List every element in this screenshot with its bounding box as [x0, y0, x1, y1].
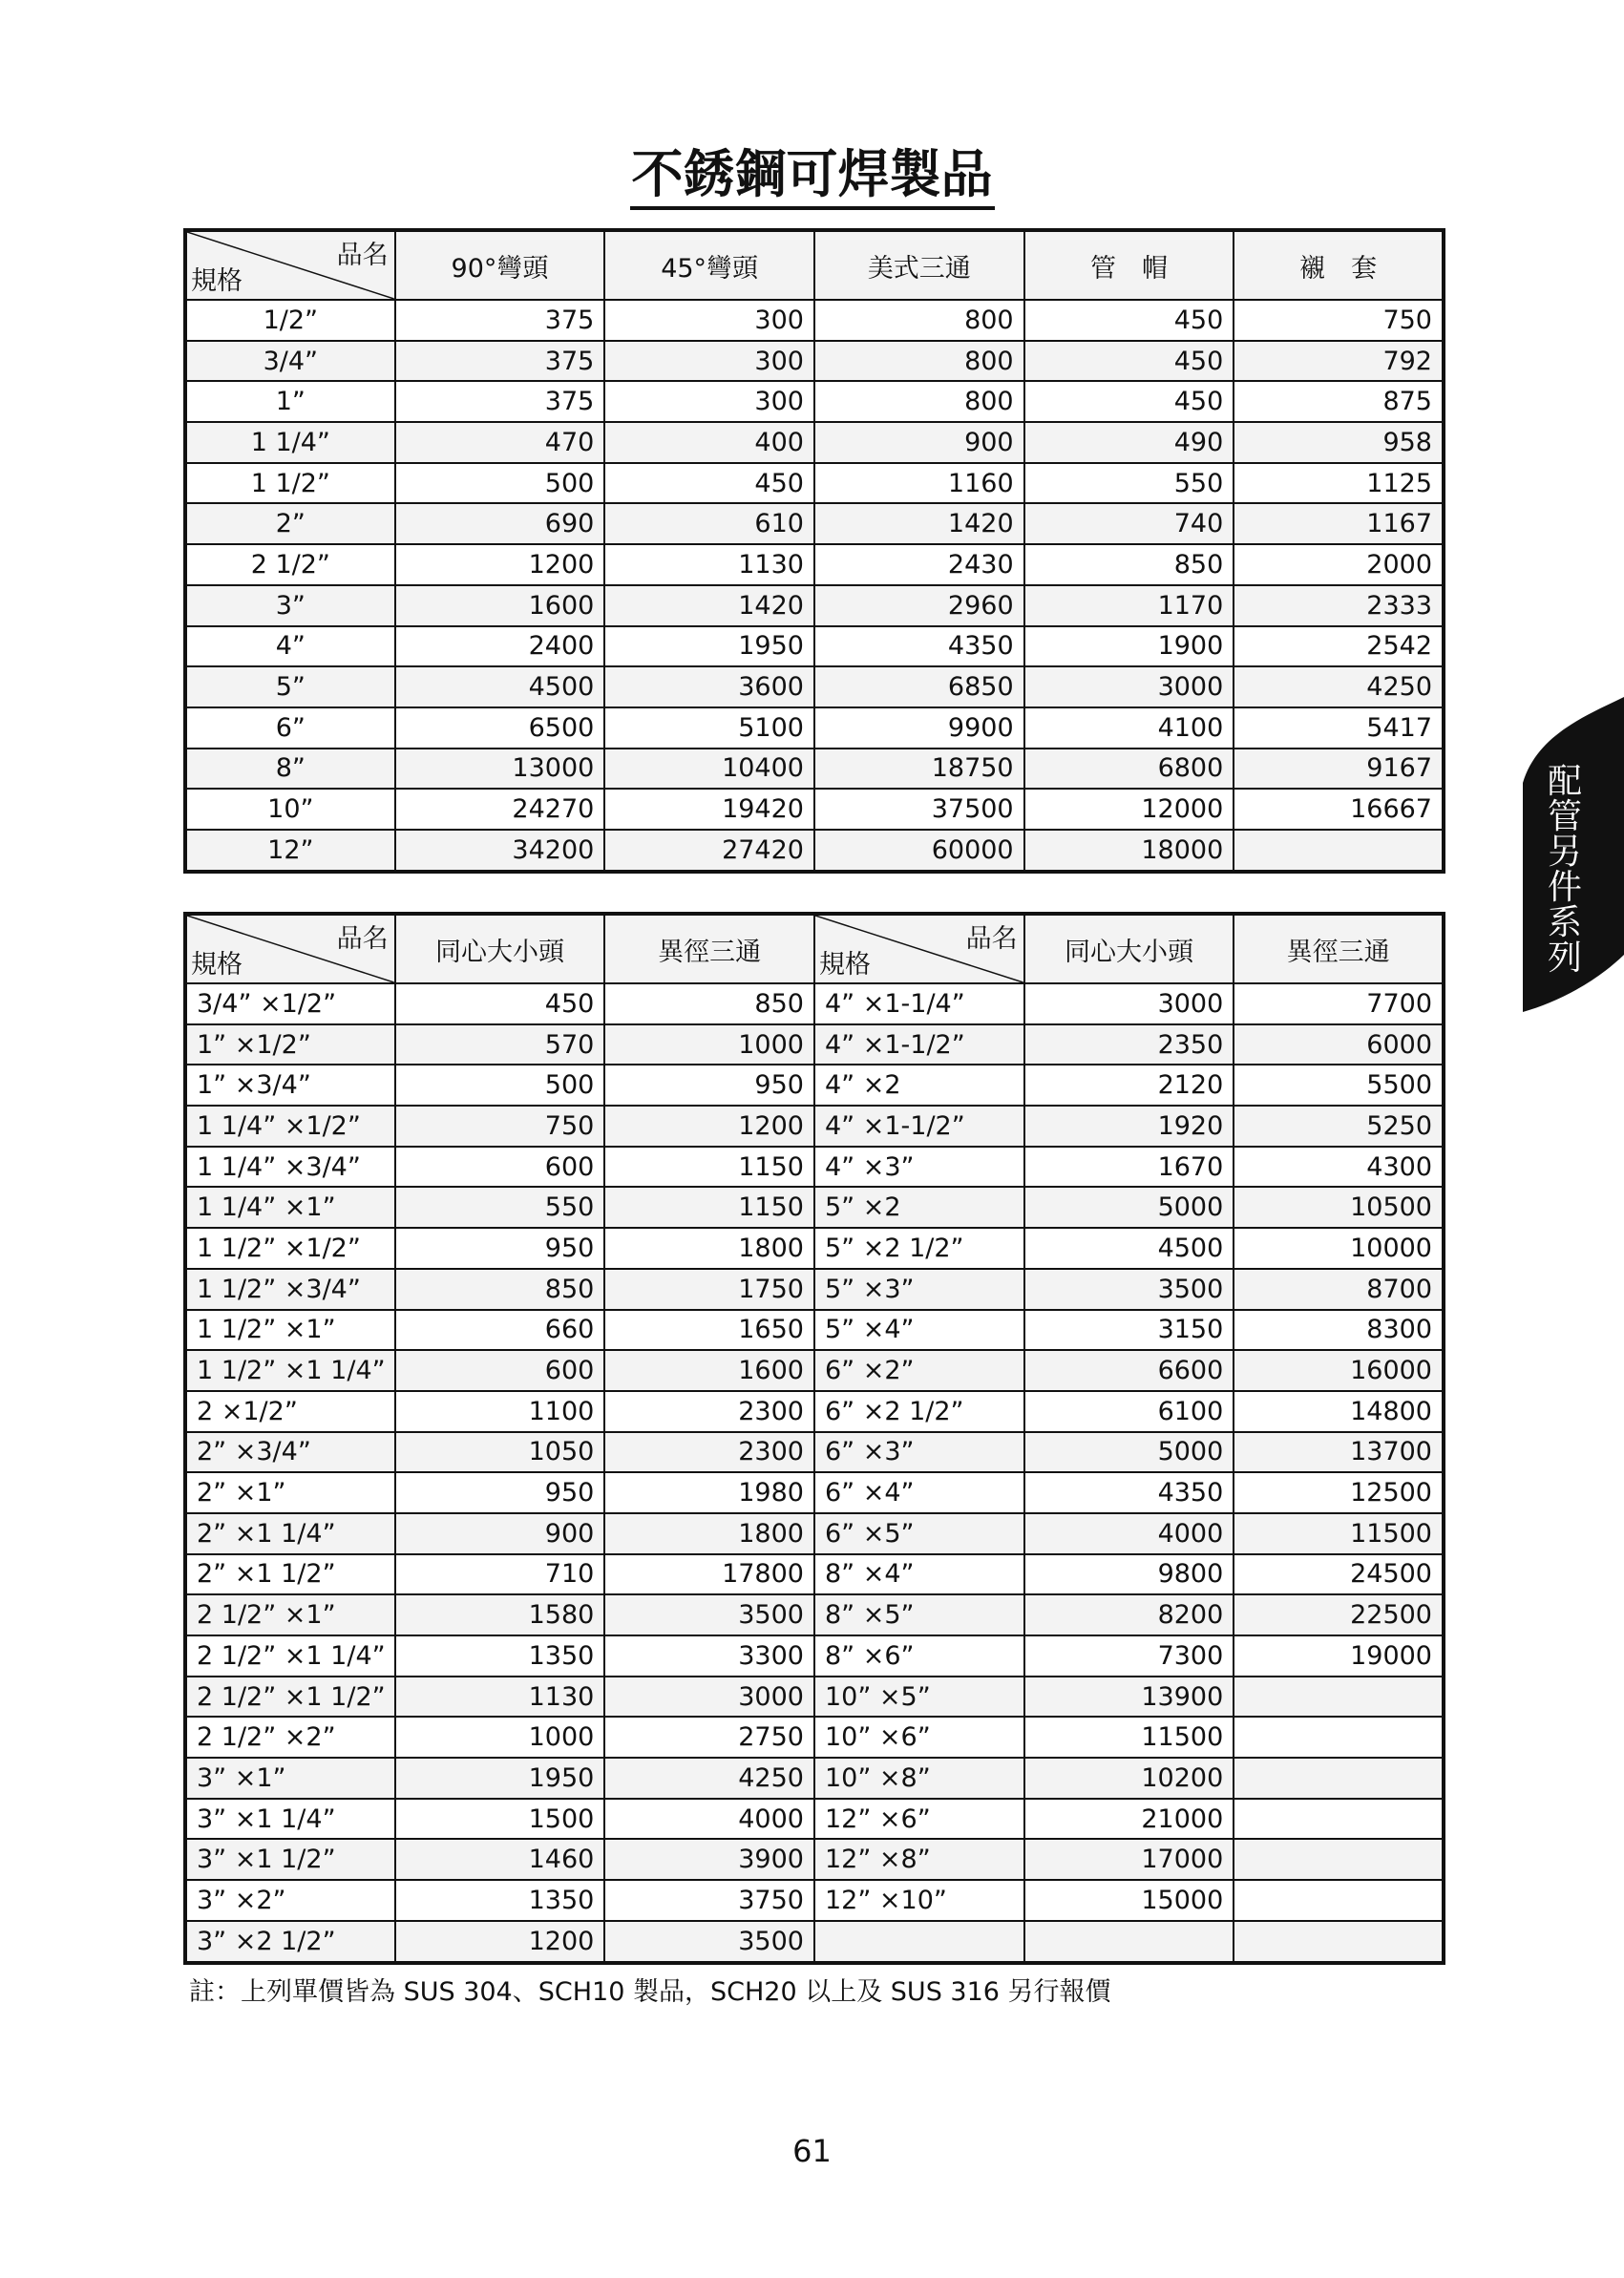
table-row [185, 1921, 1444, 1963]
price-cell: 10500 [1234, 1187, 1444, 1228]
corner-cell [185, 230, 395, 300]
price-cell: 750 [395, 1106, 605, 1147]
spec-cell: 6” ×2” [814, 1350, 1024, 1391]
price-cell: 610 [604, 503, 814, 544]
table-row [185, 1350, 1444, 1391]
price-cell: 18750 [814, 749, 1024, 790]
price-cell: 1980 [604, 1472, 814, 1513]
price-cell: 1160 [814, 463, 1024, 504]
table-row [185, 1187, 1444, 1228]
price-cell: 1150 [604, 1147, 814, 1188]
table-row [185, 1106, 1444, 1147]
price-cell: 1350 [395, 1880, 605, 1921]
price-cell: 6100 [1024, 1391, 1234, 1432]
header-45-elbow: 45°彎頭 [604, 230, 814, 300]
price-cell: 1460 [395, 1839, 605, 1880]
spec-cell: 12” ×10” [814, 1880, 1024, 1921]
price-cell: 400 [604, 422, 814, 463]
price-cell: 850 [395, 1269, 605, 1310]
price-cell: 950 [395, 1472, 605, 1513]
spec-cell: 5” ×2 1/2” [814, 1228, 1024, 1269]
price-cell: 1950 [395, 1758, 605, 1799]
corner-label-spec: 規格 [191, 950, 243, 980]
corner-label-product: 品名 [336, 924, 389, 954]
spec-cell: 4” ×1-1/2” [814, 1024, 1024, 1065]
price-cell: 3000 [1024, 983, 1234, 1024]
price-cell: 450 [1024, 341, 1234, 382]
spec-cell: 12” ×6” [814, 1799, 1024, 1840]
table-header-row [185, 914, 1444, 983]
price-cell: 1600 [395, 585, 605, 626]
price-cell: 4000 [604, 1799, 814, 1840]
price-cell: 16000 [1234, 1350, 1444, 1391]
table-row [185, 1717, 1444, 1758]
price-cell: 1900 [1024, 626, 1234, 667]
spec-cell: 4” [185, 626, 395, 667]
price-cell: 37500 [814, 789, 1024, 830]
price-cell: 900 [814, 422, 1024, 463]
price-cell: 8200 [1024, 1594, 1234, 1635]
price-cell: 690 [395, 503, 605, 544]
price-cell: 3900 [604, 1839, 814, 1880]
price-cell: 1100 [395, 1391, 605, 1432]
table-row [185, 1269, 1444, 1310]
price-cell: 1130 [604, 544, 814, 585]
spec-cell: 1” [185, 381, 395, 422]
page-title: 不銹鋼可焊製品 [0, 134, 1624, 207]
price-cell: 8700 [1234, 1269, 1444, 1310]
spec-cell: 1” ×3/4” [185, 1065, 395, 1106]
price-cell: 2300 [604, 1432, 814, 1473]
price-cell: 19000 [1234, 1635, 1444, 1677]
corner-cell [185, 914, 395, 983]
price-cell [1234, 1717, 1444, 1758]
spec-cell: 6” ×2 1/2” [814, 1391, 1024, 1432]
spec-cell: 2 1/2” ×1 1/4” [185, 1635, 395, 1677]
price-cell [1234, 1880, 1444, 1921]
spec-cell: 4” ×1-1/4” [814, 983, 1024, 1024]
table-row [185, 1228, 1444, 1269]
spec-cell: 1 1/2” ×1 1/4” [185, 1350, 395, 1391]
table-row [185, 626, 1444, 667]
price-cell: 450 [604, 463, 814, 504]
price-cell: 1750 [604, 1269, 814, 1310]
side-tab-char: 配 [1547, 762, 1582, 801]
price-cell: 7700 [1234, 983, 1444, 1024]
price-cell: 550 [395, 1187, 605, 1228]
spec-cell: 2 1/2” ×1” [185, 1594, 395, 1635]
price-cell: 5000 [1024, 1187, 1234, 1228]
price-cell: 2430 [814, 544, 1024, 585]
price-cell: 11500 [1234, 1513, 1444, 1554]
table-row [185, 1024, 1444, 1065]
price-cell: 10000 [1234, 1228, 1444, 1269]
price-cell: 6000 [1234, 1024, 1444, 1065]
price-cell: 1200 [395, 1921, 605, 1963]
header-reducing-tee: 異徑三通 [604, 914, 814, 983]
price-cell: 3500 [604, 1594, 814, 1635]
price-cell: 1130 [395, 1677, 605, 1718]
price-cell: 2120 [1024, 1065, 1234, 1106]
price-cell: 2300 [604, 1391, 814, 1432]
corner-label-product: 品名 [336, 241, 389, 270]
table-row [185, 666, 1444, 707]
price-cell: 550 [1024, 463, 1234, 504]
price-cell: 1150 [604, 1187, 814, 1228]
header-concentric-reducer: 同心大小頭 [1024, 914, 1234, 983]
price-cell: 13900 [1024, 1677, 1234, 1718]
price-cell: 2350 [1024, 1024, 1234, 1065]
price-cell: 1200 [604, 1106, 814, 1147]
spec-cell: 1 1/2” ×1/2” [185, 1228, 395, 1269]
spec-cell: 2 1/2” ×2” [185, 1717, 395, 1758]
table-row [185, 1594, 1444, 1635]
side-tab-label [1541, 764, 1589, 976]
spec-cell: 1/2” [185, 300, 395, 341]
spec-cell: 2 1/2” ×1 1/2” [185, 1677, 395, 1718]
price-cell: 1200 [395, 544, 605, 585]
table-row [185, 503, 1444, 544]
spec-cell: 1 1/4” [185, 422, 395, 463]
footnote: 註：上列單價皆為 SUS 304、SCH10 製品，SCH20 以上及 SUS 316 另行報價 [189, 1977, 1111, 2007]
table-row [185, 300, 1444, 341]
spec-cell: 3/4” [185, 341, 395, 382]
price-cell: 1000 [604, 1024, 814, 1065]
price-cell: 375 [395, 300, 605, 341]
price-cell: 1800 [604, 1513, 814, 1554]
price-cell: 300 [604, 300, 814, 341]
price-cell: 27420 [604, 830, 814, 872]
side-tab-char: 列 [1547, 939, 1582, 978]
spec-cell: 4” ×2 [814, 1065, 1024, 1106]
spec-cell: 10” ×5” [814, 1677, 1024, 1718]
price-cell: 6800 [1024, 749, 1234, 790]
price-cell: 14800 [1234, 1391, 1444, 1432]
spec-cell: 2” ×1 1/2” [185, 1554, 395, 1595]
price-cell: 5100 [604, 707, 814, 749]
header-american-tee: 美式三通 [814, 230, 1024, 300]
spec-cell: 8” [185, 749, 395, 790]
price-cell: 24270 [395, 789, 605, 830]
price-cell: 900 [395, 1513, 605, 1554]
price-cell: 16667 [1234, 789, 1444, 830]
spec-cell: 12” ×8” [814, 1839, 1024, 1880]
price-cell: 3750 [604, 1880, 814, 1921]
price-cell: 1800 [604, 1228, 814, 1269]
table-row [185, 1880, 1444, 1921]
table-row [185, 381, 1444, 422]
table-row [185, 1677, 1444, 1718]
price-cell: 5500 [1234, 1065, 1444, 1106]
price-cell: 375 [395, 381, 605, 422]
price-cell: 1125 [1234, 463, 1444, 504]
price-cell: 600 [395, 1147, 605, 1188]
spec-cell: 4” ×1-1/2” [814, 1106, 1024, 1147]
spec-cell: 2 1/2” [185, 544, 395, 585]
price-cell: 950 [604, 1065, 814, 1106]
table-row [185, 830, 1444, 872]
price-cell: 740 [1024, 503, 1234, 544]
price-cell: 2400 [395, 626, 605, 667]
price-cell [1234, 1839, 1444, 1880]
price-cell: 2960 [814, 585, 1024, 626]
spec-cell: 5” [185, 666, 395, 707]
table-row [185, 1432, 1444, 1473]
table-row [185, 422, 1444, 463]
spec-cell: 8” ×6” [814, 1635, 1024, 1677]
header-90-elbow: 90°彎頭 [395, 230, 605, 300]
price-cell: 1420 [814, 503, 1024, 544]
spec-cell: 2” [185, 503, 395, 544]
corner-label-spec: 規格 [818, 950, 871, 980]
price-cell: 1167 [1234, 503, 1444, 544]
price-cell: 950 [395, 1228, 605, 1269]
spec-cell: 1” ×1/2” [185, 1024, 395, 1065]
corner-cell [814, 914, 1024, 983]
spec-cell: 3” ×2 1/2” [185, 1921, 395, 1963]
spec-cell: 10” ×6” [814, 1717, 1024, 1758]
price-cell: 300 [604, 381, 814, 422]
price-cell: 4000 [1024, 1513, 1234, 1554]
price-cell: 19420 [604, 789, 814, 830]
header-concentric-reducer: 同心大小頭 [395, 914, 605, 983]
page-number: 61 [792, 2133, 832, 2169]
price-cell: 4100 [1024, 707, 1234, 749]
price-cell: 2542 [1234, 626, 1444, 667]
price-cell: 3300 [604, 1635, 814, 1677]
price-cell: 24500 [1234, 1554, 1444, 1595]
price-cell: 10200 [1024, 1758, 1234, 1799]
price-cell: 4350 [1024, 1472, 1234, 1513]
table-row [185, 789, 1444, 830]
price-cell: 4300 [1234, 1147, 1444, 1188]
spec-cell: 1 1/4” ×1” [185, 1187, 395, 1228]
price-cell [1234, 1921, 1444, 1963]
price-cell: 2000 [1234, 544, 1444, 585]
price-cell: 9167 [1234, 749, 1444, 790]
spec-cell: 2” ×3/4” [185, 1432, 395, 1473]
price-cell: 15000 [1024, 1880, 1234, 1921]
price-cell: 1950 [604, 626, 814, 667]
table-row [185, 544, 1444, 585]
spec-cell: 3” ×1 1/2” [185, 1839, 395, 1880]
table-header-row [185, 230, 1444, 300]
price-cell: 3000 [1024, 666, 1234, 707]
price-cell: 3600 [604, 666, 814, 707]
price-cell: 450 [1024, 300, 1234, 341]
price-cell [1234, 1799, 1444, 1840]
price-cell: 1050 [395, 1432, 605, 1473]
price-cell: 1420 [604, 585, 814, 626]
table-row [185, 1065, 1444, 1106]
spec-cell: 2” ×1” [185, 1472, 395, 1513]
side-tab-char: 另 [1547, 833, 1582, 872]
price-cell: 10400 [604, 749, 814, 790]
price-cell: 5417 [1234, 707, 1444, 749]
price-cell: 13000 [395, 749, 605, 790]
price-cell: 800 [814, 341, 1024, 382]
spec-cell: 12” [185, 830, 395, 872]
table-row [185, 1758, 1444, 1799]
header-reducing-tee: 異徑三通 [1234, 914, 1444, 983]
spec-cell: 8” ×5” [814, 1594, 1024, 1635]
price-cell: 1170 [1024, 585, 1234, 626]
price-cell: 2750 [604, 1717, 814, 1758]
side-tab-char: 管 [1547, 797, 1582, 836]
price-cell: 12500 [1234, 1472, 1444, 1513]
spec-cell: 5” ×3” [814, 1269, 1024, 1310]
price-cell: 875 [1234, 381, 1444, 422]
price-cell: 7300 [1024, 1635, 1234, 1677]
table-row [185, 749, 1444, 790]
price-cell: 450 [395, 983, 605, 1024]
header-pipe-cap: 管 帽 [1024, 230, 1234, 300]
table-row [185, 585, 1444, 626]
price-cell: 792 [1234, 341, 1444, 382]
price-cell: 5000 [1024, 1432, 1234, 1473]
price-cell: 710 [395, 1554, 605, 1595]
spec-cell: 2” ×1 1/4” [185, 1513, 395, 1554]
table-row [185, 983, 1444, 1024]
table-row [185, 341, 1444, 382]
table-row [185, 1472, 1444, 1513]
price-cell: 4500 [395, 666, 605, 707]
price-cell: 3000 [604, 1677, 814, 1718]
spec-cell: 1 1/2” ×3/4” [185, 1269, 395, 1310]
price-cell: 800 [814, 300, 1024, 341]
spec-cell: 8” ×4” [814, 1554, 1024, 1595]
price-cell: 1500 [395, 1799, 605, 1840]
spec-cell: 1 1/4” ×3/4” [185, 1147, 395, 1188]
side-tab-char: 系 [1547, 903, 1582, 942]
price-cell [1234, 830, 1444, 872]
price-cell: 13700 [1234, 1432, 1444, 1473]
spec-cell: 6” ×3” [814, 1432, 1024, 1473]
spec-cell: 3” ×1” [185, 1758, 395, 1799]
price-cell: 2333 [1234, 585, 1444, 626]
spec-cell: 3” ×1 1/4” [185, 1799, 395, 1840]
price-cell: 6600 [1024, 1350, 1234, 1391]
spec-cell: 3/4” ×1/2” [185, 983, 395, 1024]
price-cell: 17800 [604, 1554, 814, 1595]
spec-cell: 6” [185, 707, 395, 749]
spec-cell: 4” ×3” [814, 1147, 1024, 1188]
spec-cell: 10” ×8” [814, 1758, 1024, 1799]
price-cell: 5250 [1234, 1106, 1444, 1147]
table-row [185, 1635, 1444, 1677]
spec-cell: 5” ×4” [814, 1310, 1024, 1351]
price-cell: 21000 [1024, 1799, 1234, 1840]
elbow-tee-cap-price-table [183, 228, 1445, 874]
price-cell: 1920 [1024, 1106, 1234, 1147]
price-cell: 750 [1234, 300, 1444, 341]
price-cell: 17000 [1024, 1839, 1234, 1880]
price-cell: 850 [1024, 544, 1234, 585]
corner-label-product: 品名 [965, 924, 1018, 954]
spec-cell: 3” [185, 585, 395, 626]
price-cell: 34200 [395, 830, 605, 872]
spec-cell: 1 1/2” [185, 463, 395, 504]
price-cell: 12000 [1024, 789, 1234, 830]
spec-cell: 1 1/4” ×1/2” [185, 1106, 395, 1147]
price-cell: 470 [395, 422, 605, 463]
price-cell: 18000 [1024, 830, 1234, 872]
price-cell: 958 [1234, 422, 1444, 463]
price-cell: 8300 [1234, 1310, 1444, 1351]
price-cell [1234, 1677, 1444, 1718]
price-cell: 9900 [814, 707, 1024, 749]
table-row [185, 707, 1444, 749]
price-cell: 4350 [814, 626, 1024, 667]
price-cell: 500 [395, 1065, 605, 1106]
header-bushing: 襯 套 [1234, 230, 1444, 300]
table-row [185, 1310, 1444, 1351]
side-tab-char: 件 [1547, 868, 1582, 907]
table-row [185, 1839, 1444, 1880]
spec-cell: 1 1/2” ×1” [185, 1310, 395, 1351]
price-cell: 9800 [1024, 1554, 1234, 1595]
table-row [185, 1513, 1444, 1554]
price-cell: 4500 [1024, 1228, 1234, 1269]
table-row [185, 1554, 1444, 1595]
price-cell: 300 [604, 341, 814, 382]
price-cell: 1650 [604, 1310, 814, 1351]
price-cell: 500 [395, 463, 605, 504]
table-row [185, 1391, 1444, 1432]
price-cell: 3500 [604, 1921, 814, 1963]
price-cell: 450 [1024, 381, 1234, 422]
price-cell: 600 [395, 1350, 605, 1391]
price-cell: 11500 [1024, 1717, 1234, 1758]
price-cell: 4250 [1234, 666, 1444, 707]
price-cell: 3150 [1024, 1310, 1234, 1351]
corner-label-spec: 規格 [191, 266, 243, 296]
price-cell: 660 [395, 1310, 605, 1351]
price-cell [1234, 1758, 1444, 1799]
spec-cell: 10” [185, 789, 395, 830]
price-cell: 1580 [395, 1594, 605, 1635]
spec-cell: 2 ×1/2” [185, 1391, 395, 1432]
price-cell: 6500 [395, 707, 605, 749]
table-row [185, 1799, 1444, 1840]
price-cell: 850 [604, 983, 814, 1024]
price-cell: 375 [395, 341, 605, 382]
spec-cell: 6” ×5” [814, 1513, 1024, 1554]
price-cell: 4250 [604, 1758, 814, 1799]
price-cell: 570 [395, 1024, 605, 1065]
price-cell: 1600 [604, 1350, 814, 1391]
price-cell: 6850 [814, 666, 1024, 707]
table-row [185, 463, 1444, 504]
reducer-tee-price-table [183, 912, 1445, 1965]
price-cell: 22500 [1234, 1594, 1444, 1635]
price-cell: 60000 [814, 830, 1024, 872]
price-cell: 490 [1024, 422, 1234, 463]
spec-cell: 5” ×2 [814, 1187, 1024, 1228]
price-cell: 1000 [395, 1717, 605, 1758]
spec-cell [814, 1921, 1024, 1963]
price-cell: 1670 [1024, 1147, 1234, 1188]
spec-cell: 6” ×4” [814, 1472, 1024, 1513]
spec-cell: 3” ×2” [185, 1880, 395, 1921]
price-cell: 3500 [1024, 1269, 1234, 1310]
price-cell: 800 [814, 381, 1024, 422]
table-row [185, 1147, 1444, 1188]
price-cell: 1350 [395, 1635, 605, 1677]
price-cell [1024, 1921, 1234, 1963]
